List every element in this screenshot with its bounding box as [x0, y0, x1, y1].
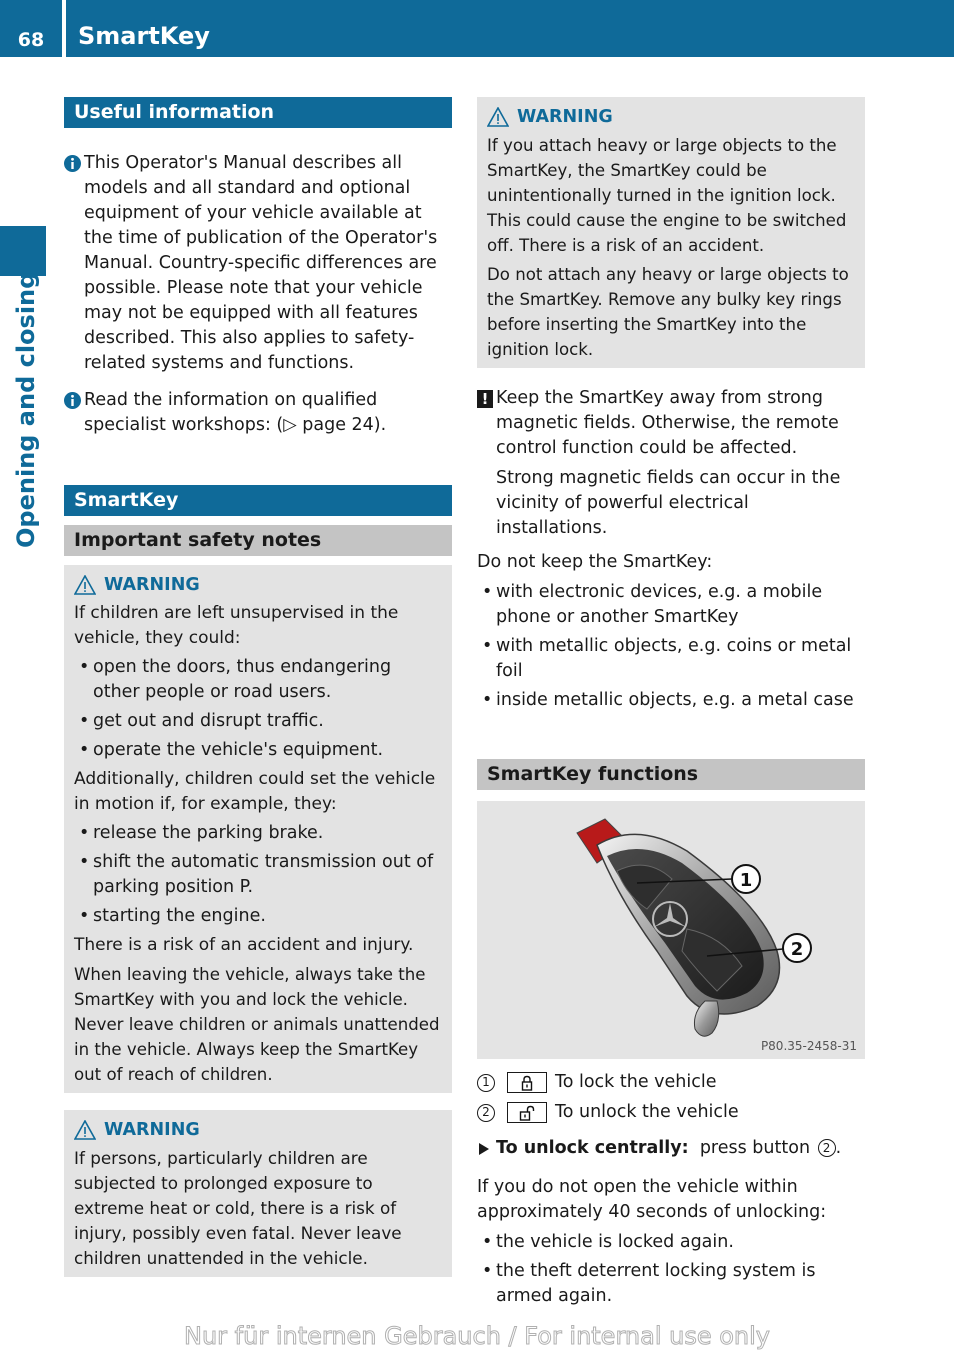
warning-box-objects: [477, 97, 865, 368]
warning-advice: When leaving the vehicle, always take the SmartKey with you and lock the vehicle. Never leave children or animals unattended in the vehicle. Always keep the SmartKey out of reach of children.: [74, 965, 440, 1084]
warning-bullets-1: [74, 655, 442, 763]
step-period: .: [835, 1138, 842, 1158]
keep-away-list: [477, 580, 865, 713]
smartkey-figure: [477, 801, 865, 1059]
header-divider: [62, 0, 66, 57]
page-title: SmartKey: [78, 22, 210, 50]
do-not-keep-text: Do not keep the SmartKey:: [477, 552, 713, 572]
callout-1: 1: [739, 870, 753, 891]
warning-box-children: [64, 565, 452, 1093]
exclamation-icon: !: [477, 390, 493, 408]
list-item: • operate the vehicle's equipment.: [74, 738, 442, 763]
legend-item-unlock: [477, 1100, 865, 1125]
warning-bullets-2: [74, 821, 442, 929]
notice-magnetic: [477, 386, 865, 541]
info-icon: [64, 155, 81, 172]
legend-number: 1: [477, 1074, 495, 1092]
smartkey-heading: SmartKey: [64, 485, 452, 516]
legend-item-lock: [477, 1070, 865, 1095]
list-item: • inside metallic objects, e.g. a metal case: [477, 688, 865, 713]
unlock-icon: [507, 1102, 547, 1123]
list-item: • get out and disrupt traffic.: [74, 709, 442, 734]
functions-heading: SmartKey functions: [477, 759, 865, 790]
list-item: • with metallic objects, e.g. coins or metal foil: [477, 634, 865, 684]
warning-label: WARNING: [517, 107, 613, 127]
footer-watermark: Nur für internen Gebrauch / For internal use only: [184, 1322, 770, 1350]
info-note-2: [64, 388, 452, 438]
notice-text-2: Strong magnetic fields can occur in the vicinity of powerful electrical installations.: [496, 468, 841, 538]
step-number: 2: [818, 1139, 836, 1157]
after-unlock-list: [477, 1230, 865, 1309]
warning-heat-text: If persons, particularly children are subjected to prolonged exposure to extreme heat or cold, there is a risk of injury, possibly even fatal. Never leave children unattended in the vehicle.: [74, 1148, 402, 1268]
warning-header: [487, 103, 855, 131]
warning-header: [74, 571, 442, 599]
info-note-2-text: Read the information on qualified specialist workshops: (▷ page 24).: [84, 390, 387, 435]
legend-text: To unlock the vehicle: [555, 1102, 739, 1122]
warning-triangle-icon: [74, 575, 96, 595]
legend-number: 2: [477, 1104, 495, 1122]
side-tab-marker: [0, 226, 46, 276]
warning-triangle-icon: [487, 107, 509, 127]
warning-header: [74, 1116, 442, 1144]
warning-box-heat: [64, 1110, 452, 1277]
list-item: • open the doors, thus endangering other people or road users.: [74, 655, 442, 705]
list-item: • the vehicle is locked again.: [477, 1230, 865, 1255]
warning-triangle-icon: [74, 1120, 96, 1140]
list-item: • the theft deterrent locking system is armed again.: [477, 1259, 865, 1309]
list-item: • release the parking brake.: [74, 821, 442, 846]
lock-icon: [507, 1072, 547, 1093]
info-note-1: [64, 151, 452, 376]
after-unlock-text: If you do not open the vehicle within approximately 40 seconds of unlocking:: [477, 1177, 827, 1222]
step-text: press button: [699, 1138, 811, 1158]
warning-objects-text-2: Do not attach any heavy or large objects to the SmartKey. Remove any bulky key rings before inserting the SmartKey into the ignition lock.: [487, 265, 849, 359]
figure-code: P80.35-2458-31: [760, 1039, 857, 1053]
safety-notes-heading: Important safety notes: [64, 525, 452, 556]
list-item: • shift the automatic transmission out of parking position P.: [74, 850, 442, 900]
warning-label: WARNING: [104, 1120, 200, 1140]
list-item: • with electronic devices, e.g. a mobile phone or another SmartKey: [477, 580, 865, 630]
useful-info-heading: Useful information: [64, 97, 452, 128]
list-item: • starting the engine.: [74, 904, 442, 929]
left-column: [64, 97, 452, 1277]
smartkey-illustration: [477, 801, 865, 1059]
callout-2: 2: [790, 939, 804, 960]
info-note-1-text: This Operator's Manual describes all models and all standard and optional equipment of your vehicle available at the time of publication of the Operator's Manual. Country-specific differences are possible. Please note that your vehicle may not be equipped with all features described. This also applies to safety-related systems and functions.: [84, 153, 438, 373]
step-arrow-icon: [479, 1143, 489, 1155]
warning-mid-text: Additionally, children could set the vehicle in motion if, for example, they:: [74, 769, 436, 814]
warning-intro: If children are left unsupervised in the vehicle, they could:: [74, 603, 399, 648]
step-unlock-centrally: [477, 1136, 865, 1161]
legend-text: To lock the vehicle: [555, 1072, 717, 1092]
step-label: To unlock centrally:: [496, 1138, 689, 1158]
warning-objects-text-1: If you attach heavy or large objects to the SmartKey, the SmartKey could be unintentionally turned in the ignition lock. This could cause the engine to be switched off. There is a risk of an accident.: [487, 136, 847, 255]
right-column: [477, 97, 865, 1309]
info-icon: [64, 392, 81, 409]
warning-risk: There is a risk of an accident and injury.: [74, 935, 414, 955]
warning-label: WARNING: [104, 575, 200, 595]
notice-text-1: Keep the SmartKey away from strong magnetic fields. Otherwise, the remote control function could be affected.: [496, 388, 839, 458]
page-number: 68: [17, 28, 45, 51]
chapter-label: Opening and closing: [12, 271, 40, 548]
